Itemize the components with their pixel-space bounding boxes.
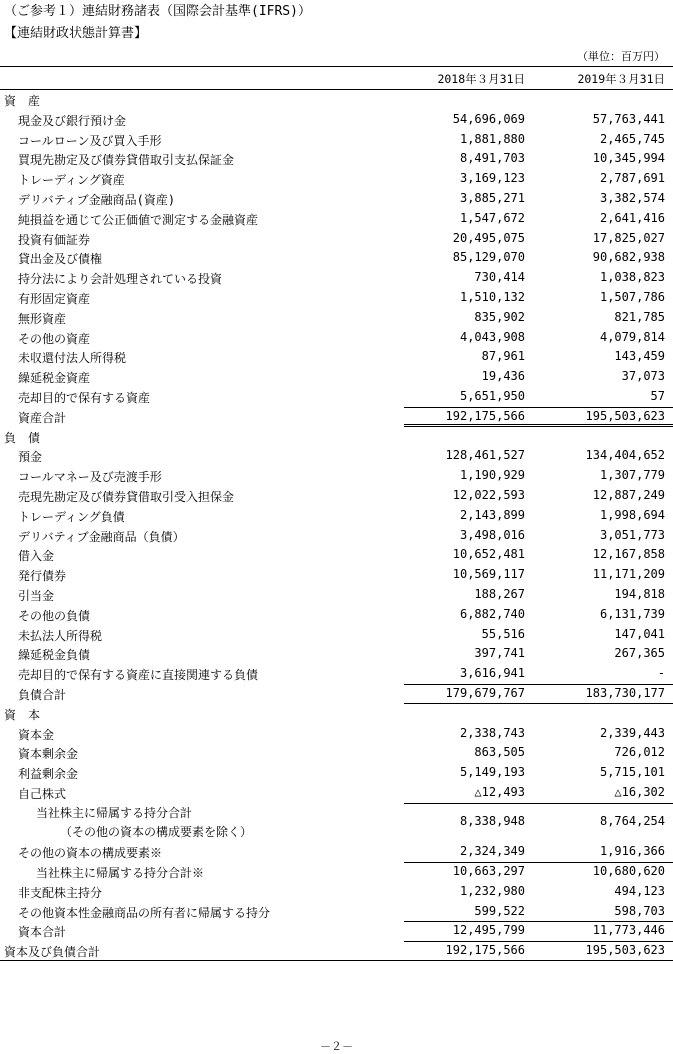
value-2019: 1,916,366 [599, 844, 665, 859]
row-label [0, 92, 40, 109]
value-2018: 10,569,117 [452, 567, 525, 582]
value-2019: 195,503,623 [585, 408, 665, 423]
value-2019: 17,825,027 [592, 230, 665, 245]
row-label [0, 904, 270, 921]
value-2018: 8,338,948 [459, 813, 525, 828]
value-2018: 20,495,075 [452, 230, 525, 245]
page-number: －２－ [320, 1040, 353, 1053]
value-2019: 6,131,739 [599, 606, 665, 621]
value-2018: 87,961 [481, 349, 525, 364]
table-row [0, 941, 673, 961]
table-row [0, 506, 673, 526]
row-label-text: 売却目的で保有する資産に直接関連する負債 [18, 668, 259, 683]
row-label [0, 409, 66, 426]
table-row [0, 545, 673, 565]
row-label-text: 資本金 [18, 727, 55, 742]
value-2018: 3,885,271 [459, 190, 525, 205]
table-row [0, 149, 673, 169]
value-2018: 12,022,593 [452, 487, 525, 502]
row-label [0, 488, 234, 505]
table-row [0, 862, 673, 882]
value-2018: 192,175,566 [445, 408, 525, 423]
value-2019: 183,730,177 [585, 685, 665, 700]
column-header-2019: 2019年３月31日 [577, 72, 665, 86]
row-label [0, 884, 102, 901]
table-row [0, 842, 673, 862]
value-2019: 5,715,101 [599, 765, 665, 780]
row-label [0, 112, 126, 129]
value-2018: 3,616,941 [459, 666, 525, 681]
value-2018: △12,493 [474, 784, 525, 799]
value-2019: 1,307,779 [599, 468, 665, 483]
row-label-text: 非支配株主持分 [18, 885, 103, 900]
table-row [0, 130, 673, 150]
balance-sheet-table [0, 90, 673, 961]
row-label-text: その他の資産 [18, 331, 91, 346]
row-label [0, 627, 102, 644]
row-label-text: 資本及び負債合計 [4, 945, 101, 960]
row-label [0, 310, 66, 327]
value-2018: 2,143,899 [459, 507, 525, 522]
row-label-text: コールローン及び買入手形 [18, 133, 162, 148]
table-row [0, 407, 673, 427]
row-label [0, 686, 66, 703]
table-row [0, 189, 673, 209]
row-label [0, 250, 102, 267]
row-label [0, 290, 90, 307]
table-row [0, 724, 673, 744]
row-label [0, 132, 162, 149]
value-2019: 147,041 [614, 626, 665, 641]
row-label-text: 売却目的で保有する資産 [18, 390, 151, 405]
row-label-text: 自己株式 [18, 786, 67, 801]
value-2018: 599,522 [474, 903, 525, 918]
row-label [0, 607, 90, 624]
table-row [0, 565, 673, 585]
row-label-text: 繰延税金資産 [18, 371, 91, 386]
row-label [0, 923, 66, 940]
value-2018: 2,338,743 [459, 725, 525, 740]
value-2018: 2,324,349 [459, 844, 525, 859]
table-row [0, 268, 673, 288]
value-2018: 10,652,481 [452, 547, 525, 562]
value-2019: 8,764,254 [599, 813, 665, 828]
row-label-text: 未払法人所得税 [18, 628, 103, 643]
row-label-text: 発行債券 [18, 569, 67, 584]
table-row [0, 367, 673, 387]
row-label-text: 有形固定資産 [18, 291, 91, 306]
row-label [0, 528, 185, 545]
value-2018: 6,882,740 [459, 606, 525, 621]
table-row [0, 248, 673, 268]
row-label [0, 804, 252, 842]
row-label [0, 785, 66, 802]
value-2018: 188,267 [474, 586, 525, 601]
table-row [0, 446, 673, 466]
row-label [0, 448, 42, 465]
value-2019: 10,680,620 [592, 864, 665, 879]
row-label-text: 負 債 [4, 430, 41, 445]
table-row [0, 664, 673, 684]
value-2019: 37,073 [621, 369, 665, 384]
row-label [0, 171, 125, 188]
row-label [0, 330, 90, 347]
value-2018: 730,414 [474, 270, 525, 285]
value-2019: 3,382,574 [599, 190, 665, 205]
row-label-subtext: （その他の資本の構成要素を除く） [60, 824, 253, 839]
value-2019: 3,051,773 [599, 527, 665, 542]
row-label-text: 負債合計 [18, 687, 67, 702]
value-2019: 90,682,938 [592, 250, 665, 265]
table-row [0, 743, 673, 763]
table-row [0, 783, 673, 803]
value-2018: 12,495,799 [452, 923, 525, 938]
table-row [0, 486, 673, 506]
row-label [0, 943, 100, 960]
row-label-text: 資 本 [4, 707, 41, 722]
table-row [0, 526, 673, 546]
row-label [0, 270, 222, 287]
value-2018: 19,436 [481, 369, 525, 384]
row-label-text: 資 産 [4, 94, 41, 108]
row-label-text: 純損益を通じて公正価値で測定する金融資産 [18, 212, 259, 227]
row-label-text: 売現先勘定及び債券貸借取引受入担保金 [18, 489, 235, 504]
row-label [0, 191, 175, 208]
value-2019: - [657, 666, 665, 681]
value-2019: 194,818 [614, 586, 665, 601]
row-label [0, 646, 90, 663]
value-2018: 835,902 [474, 309, 525, 324]
value-2018: 192,175,566 [445, 943, 525, 958]
row-label [0, 547, 54, 564]
value-2018: 1,510,132 [459, 289, 525, 304]
row-label [0, 369, 90, 386]
table-row [0, 882, 673, 902]
value-2019: 57 [650, 388, 665, 403]
row-label-text: 資産合計 [18, 410, 67, 425]
table-row [0, 308, 673, 328]
value-2018: 1,190,929 [459, 468, 525, 483]
table-row [0, 763, 673, 783]
unit-label: （単位：百万円） [577, 50, 665, 63]
row-label [0, 765, 78, 782]
value-2018: 863,505 [474, 745, 525, 760]
row-label-text: 当社株主に帰属する持分合計 [36, 805, 193, 820]
row-label-text: 投資有価証券 [18, 232, 91, 247]
row-label-text: 引当金 [18, 588, 55, 603]
table-row [0, 328, 673, 348]
value-2018: 397,741 [474, 646, 525, 661]
value-2018: 85,129,070 [452, 250, 525, 265]
table-row [0, 684, 673, 704]
value-2019: 494,123 [614, 883, 665, 898]
row-label-text: 未収還付法人所得税 [18, 351, 127, 366]
table-row [0, 902, 673, 922]
table-row [0, 921, 673, 941]
row-label [0, 151, 234, 168]
table-row [0, 803, 673, 843]
table-row [0, 585, 673, 605]
row-label-text: 買現先勘定及び債券貸借取引支払保証金 [18, 153, 235, 168]
row-label [0, 745, 78, 762]
row-label [0, 429, 40, 446]
row-label-text: デリバティブ金融商品(資産) [18, 192, 176, 207]
value-2018: 3,498,016 [459, 527, 525, 542]
value-2018: 1,232,980 [459, 883, 525, 898]
value-2018: 4,043,908 [459, 329, 525, 344]
row-label-text: 無形資産 [18, 311, 67, 326]
row-label [0, 349, 126, 366]
value-2018: 1,547,672 [459, 210, 525, 225]
value-2018: 128,461,527 [445, 448, 525, 463]
row-label [0, 864, 204, 881]
table-row [0, 704, 673, 724]
table-row [0, 387, 673, 407]
value-2018: 1,881,880 [459, 131, 525, 146]
row-label-text: トレーディング負債 [18, 509, 125, 524]
value-2018: 3,169,123 [459, 171, 525, 186]
table-row [0, 427, 673, 447]
row-label-text: 当社株主に帰属する持分合計※ [36, 866, 205, 881]
row-label-text: 資本剰余金 [18, 747, 79, 762]
value-2019: 11,171,209 [592, 567, 665, 582]
table-header [0, 66, 673, 90]
document-title: （ご参考１）連結財務諸表（国際会計基準(IFRS)） [4, 4, 311, 19]
value-2018: 55,516 [481, 626, 525, 641]
table-row [0, 169, 673, 189]
row-label-text: 現金及び銀行預け金 [18, 113, 127, 128]
row-label-text: その他の負債 [18, 608, 91, 623]
row-label-text: 持分法により会計処理されている投資 [18, 272, 223, 287]
row-label-text: その他資本性金融商品の所有者に帰属する持分 [18, 905, 271, 920]
row-label [0, 567, 66, 584]
table-row [0, 229, 673, 249]
row-label-text: 借入金 [18, 549, 55, 564]
row-label-text: 繰延税金負債 [18, 648, 91, 663]
row-label [0, 211, 258, 228]
row-label-text: 利益剰余金 [18, 767, 79, 782]
value-2019: 11,773,446 [592, 923, 665, 938]
value-2019: 12,887,249 [592, 487, 665, 502]
value-2019: 57,763,441 [592, 111, 665, 126]
value-2019: 821,785 [614, 309, 665, 324]
row-label-text: 預金 [18, 450, 43, 465]
value-2018: 10,663,297 [452, 864, 525, 879]
value-2019: 12,167,858 [592, 547, 665, 562]
row-label [0, 468, 162, 485]
value-2019: 598,703 [614, 903, 665, 918]
table-row [0, 288, 673, 308]
row-label-text: 資本合計 [18, 925, 67, 940]
row-label [0, 666, 258, 683]
row-label-text: 貸出金及び債権 [18, 252, 103, 267]
value-2019: 267,365 [614, 646, 665, 661]
value-2019: 134,404,652 [585, 448, 665, 463]
row-label [0, 726, 54, 743]
value-2019: 726,012 [614, 745, 665, 760]
value-2018: 54,696,069 [452, 111, 525, 126]
row-label [0, 508, 125, 525]
table-row [0, 110, 673, 130]
value-2019: 2,787,691 [599, 171, 665, 186]
column-header-2018: 2018年３月31日 [437, 72, 525, 86]
value-2018: 179,679,767 [445, 685, 525, 700]
row-label-text: トレーディング資産 [18, 173, 125, 188]
value-2019: 195,503,623 [585, 943, 665, 958]
value-2019: 2,641,416 [599, 210, 665, 225]
value-2019: 1,038,823 [599, 270, 665, 285]
table-row [0, 644, 673, 664]
value-2018: 5,651,950 [459, 388, 525, 403]
table-row [0, 209, 673, 229]
value-2019: 2,339,443 [599, 725, 665, 740]
value-2019: △16,302 [614, 784, 665, 799]
row-label [0, 389, 150, 406]
row-label-text: デリバティブ金融商品（負債） [18, 529, 185, 544]
value-2019: 4,079,814 [599, 329, 665, 344]
row-label [0, 844, 162, 861]
table-row [0, 605, 673, 625]
row-label [0, 231, 90, 248]
table-row [0, 90, 673, 110]
row-label-text: その他の資本の構成要素※ [18, 846, 163, 861]
row-label [0, 587, 54, 604]
table-row [0, 625, 673, 645]
value-2018: 8,491,703 [459, 151, 525, 166]
value-2019: 143,459 [614, 349, 665, 364]
value-2019: 10,345,994 [592, 151, 665, 166]
value-2018: 5,149,193 [459, 765, 525, 780]
table-row [0, 466, 673, 486]
row-label [0, 706, 40, 723]
value-2019: 2,465,745 [599, 131, 665, 146]
statement-subtitle: 【連結財政状態計算書】 [4, 26, 148, 41]
value-2019: 1,507,786 [599, 289, 665, 304]
row-label-text: コールマネー及び売渡手形 [18, 470, 162, 485]
value-2019: 1,998,694 [599, 507, 665, 522]
table-row [0, 347, 673, 367]
